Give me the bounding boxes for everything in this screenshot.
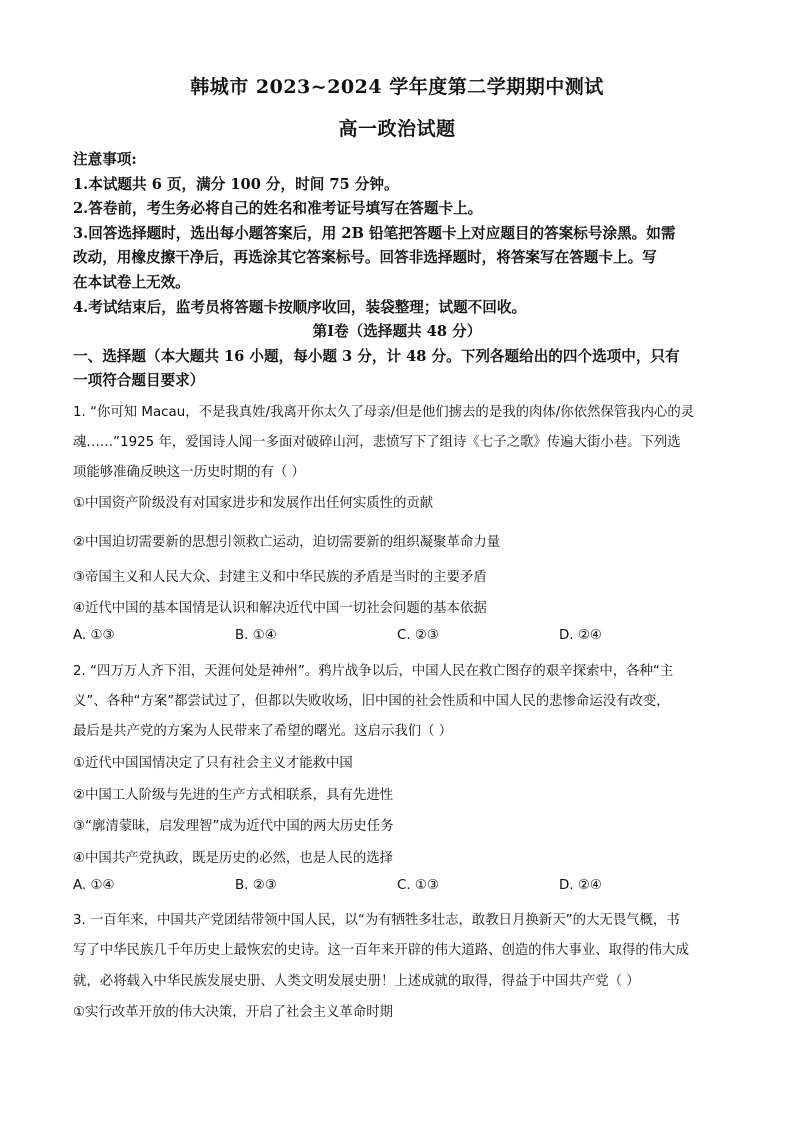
question-statement: ④中国共产党执政，既是历史的必然，也是人民的选择 xyxy=(73,851,393,866)
question-statement: ①实行改革开放的伟大决策，开启了社会主义革命时期 xyxy=(73,1005,393,1020)
question-statement: ③帝国主义和人民大众、封建主义和中华民族的矛盾是当时的主要矛盾 xyxy=(73,570,487,585)
notice-line: 1.本试题共 6 页，满分 100 分，时间 75 分钟。 xyxy=(73,176,399,193)
exam-title: 韩城市 2023~2024 学年度第二学期期中测试 xyxy=(190,76,604,98)
notice-line: 2.答卷前，考生务必将自己的姓名和准考证号填写在答题卡上。 xyxy=(73,200,483,217)
question-stem: 3. 一百年来，中国共产党团结带领中国人民，以“为有牺牲多壮志，敢教日月换新天”的大无畏气概，书 xyxy=(73,913,680,928)
question-stem: 写了中华民族几千年历史上最恢宏的史诗。这一百年来开辟的伟大道路、创造的伟大事业、取得的伟大成 xyxy=(73,943,689,958)
question-statement: ①近代中国国情决定了只有社会主义才能救中国 xyxy=(73,756,353,771)
question-statement: ②中国迫切需要新的思想引领救亡运动，迫切需要新的组织凝聚革命力量 xyxy=(73,535,501,550)
question-statement: ①中国资产阶级没有对国家进步和发展作出任何实质性的贡献 xyxy=(73,496,434,511)
option-b: B. ②③ xyxy=(235,878,277,893)
question-stem: 1. “你可知 Macau，不是我真姓/我离开你太久了母亲/但是他们掳去的是我的肉体/你依然保管我内心的灵 xyxy=(73,405,695,420)
option-d: D. ②④ xyxy=(559,628,602,643)
question-statement: ③“廓清蒙昧，启发理智”成为近代中国的两大历史任务 xyxy=(73,819,394,834)
question-stem: 最后是共产党的方案为人民带来了希望的曙光。这启示我们（ ） xyxy=(73,724,453,739)
section-instruction: 一、选择题（本大题共 16 小题，每小题 3 分，计 48 分。下列各题给出的四个选项中，只有 xyxy=(73,348,680,365)
question-stem: 义”、各种“方案”都尝试过了，但都以失败收场，旧中国的社会性质和中国人民的悲惨命运没有改变， xyxy=(73,694,670,709)
question-statement: ②中国工人阶级与先进的生产方式相联系，具有先进性 xyxy=(73,788,393,803)
question-stem: 魂……”1925 年，爱国诗人闻一多面对破碎山河，悲愤写下了组诗《七子之歌》传遍大街小巷。下列选 xyxy=(73,435,681,450)
notice-line: 在本试卷上无效。 xyxy=(73,274,190,291)
question-stem: 项能够准确反映这一历史时期的有（ ） xyxy=(73,465,305,480)
notice-line: 4.考试结束后，监考员将答题卡按顺序收回，装袋整理；试题不回收。 xyxy=(73,299,527,316)
option-c: C. ①③ xyxy=(397,878,439,893)
notice-line: 3.回答选择题时，选出每小题答案后，用 2B 铅笔把答题卡上对应题目的答案标号涂黑。如需 xyxy=(73,225,676,242)
question-statement: ④近代中国的基本国情是认识和解决近代中国一切社会问题的基本依据 xyxy=(73,601,487,616)
exam-subtitle: 高一政治试题 xyxy=(338,118,456,140)
option-a: A. ①④ xyxy=(73,878,115,893)
section-title: 第Ⅰ卷（选择题共 48 分） xyxy=(312,323,482,340)
question-stem: 就，必将载入中华民族发展史册、人类文明发展史册！上述成就的取得，得益于中国共产党（ ） xyxy=(73,974,640,989)
notice-heading: 注意事项: xyxy=(73,151,137,168)
notice-line: 改动，用橡皮擦干净后，再选涂其它答案标号。回答非选择题时，将答案写在答题卡上。写 xyxy=(73,249,657,266)
question-stem: 2. “四万万人齐下泪，天涯何处是神州”。鸦片战争以后，中国人民在救亡图存的艰辛探索中，各种“主 xyxy=(73,664,674,679)
option-b: B. ①④ xyxy=(235,628,277,643)
option-c: C. ②③ xyxy=(397,628,439,643)
option-a: A. ①③ xyxy=(73,628,115,643)
section-instruction: 一项符合题目要求） xyxy=(73,372,205,389)
option-d: D. ②④ xyxy=(559,878,602,893)
